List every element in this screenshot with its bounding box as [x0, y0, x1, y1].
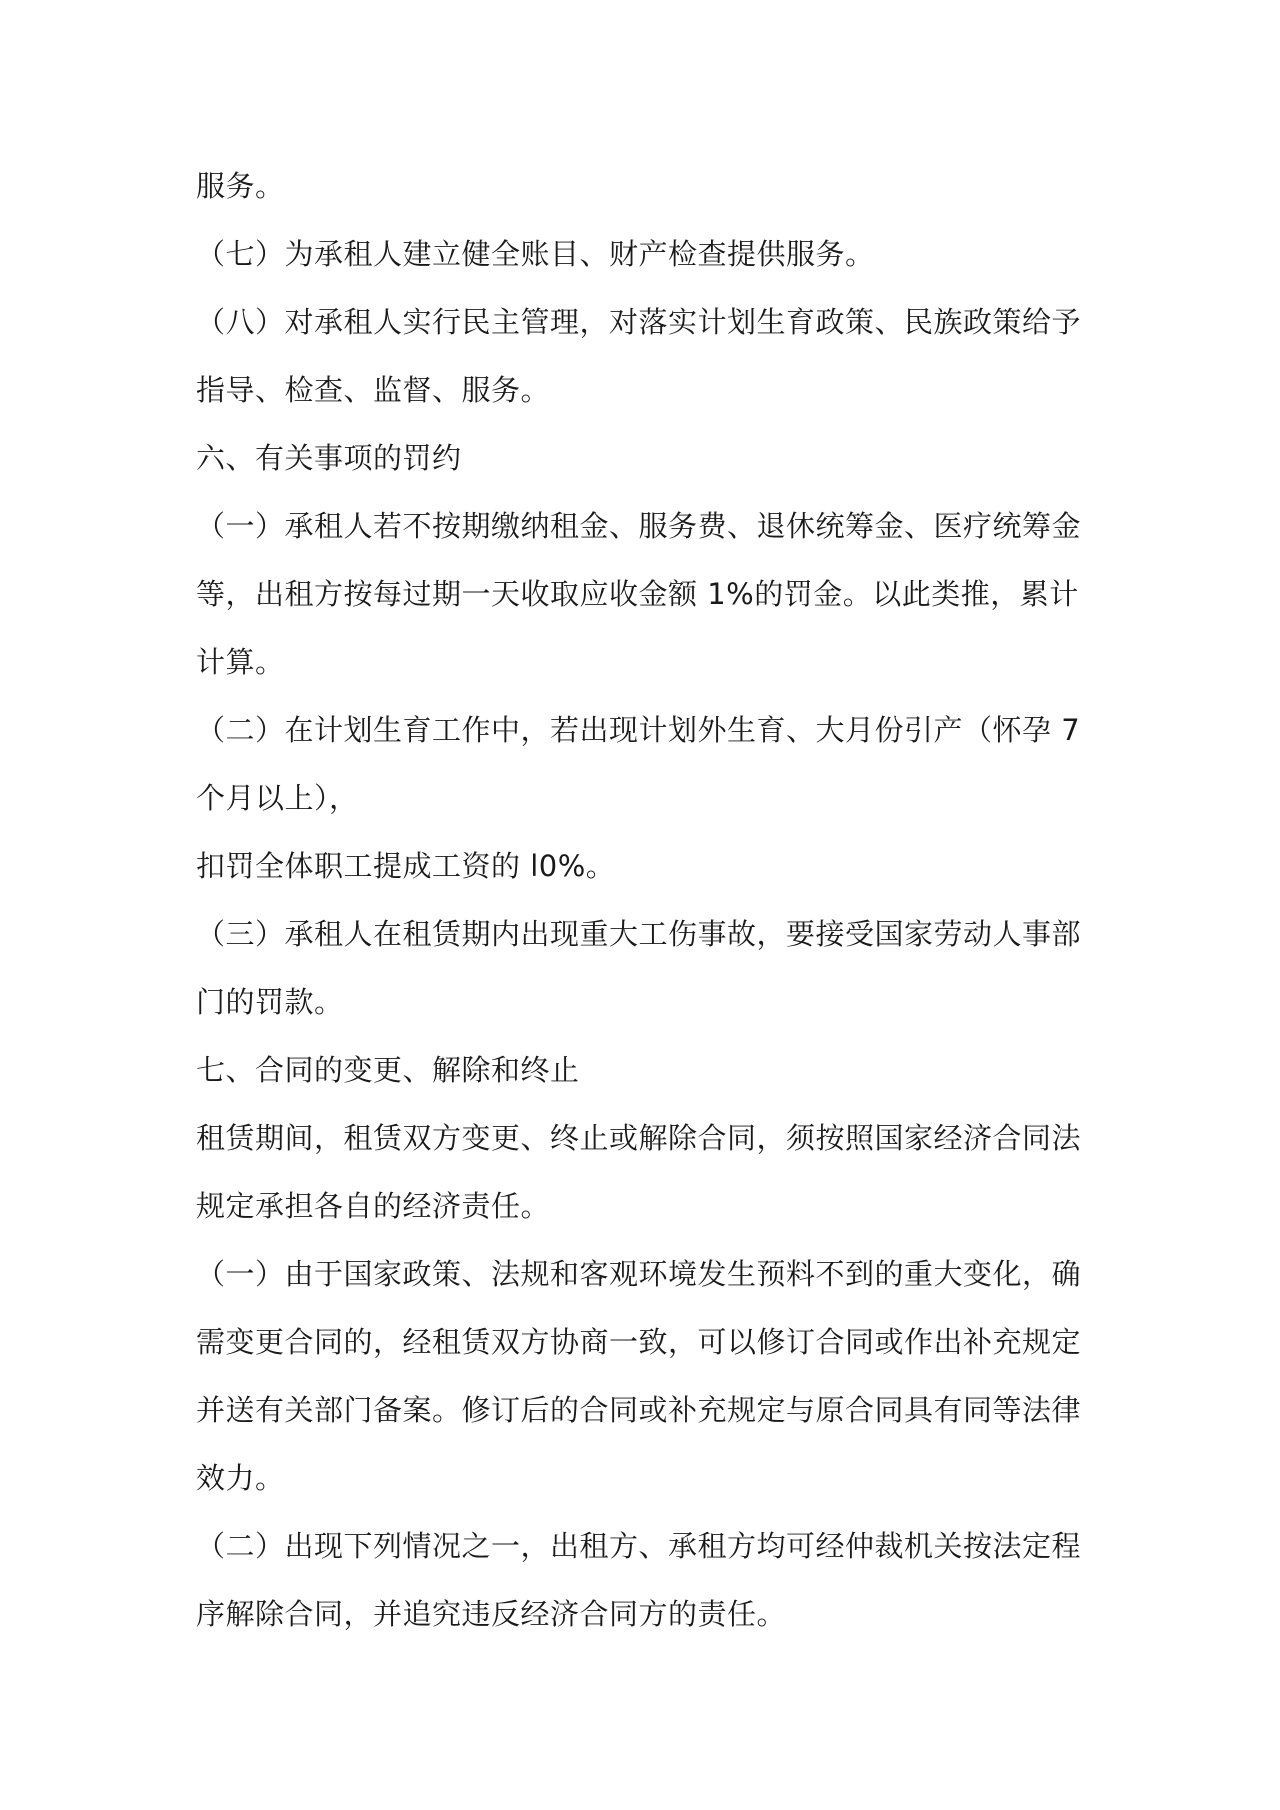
text-line-12: （三）承租人在租赁期内出现重大工伤事故，要接受国家劳动人事部	[196, 917, 1082, 951]
section-heading-contract-changes: 七、合同的变更、解除和终止	[196, 1053, 580, 1087]
text-line-3: （八）对承租人实行民主管理，对落实计划生育政策、民族政策给予	[196, 305, 1082, 339]
text-line-19: 并送有关部门备案。修订后的合同或补充规定与原合同具有同等法律	[196, 1393, 1082, 1427]
text-line-16: 规定承担各自的经济责任。	[196, 1189, 551, 1223]
text-line-21: （二）出现下列情况之一，出租方、承租方均可经仲裁机关按法定程	[196, 1529, 1082, 1563]
text-line-13: 门的罚款。	[196, 985, 344, 1019]
text-line-17: （一）由于国家政策、法规和客观环境发生预料不到的重大变化，确	[196, 1257, 1082, 1291]
text-line-1: 服务。	[196, 169, 285, 203]
text-line-15: 租赁期间，租赁双方变更、终止或解除合同，须按照国家经济合同法	[196, 1121, 1082, 1155]
text-line-4: 指导、检查、监督、服务。	[196, 373, 551, 407]
text-line-9: （二）在计划生育工作中，若出现计划外生育、大月份引产（怀孕 7	[196, 713, 1081, 747]
text-line-2: （七）为承租人建立健全账目、财产检查提供服务。	[196, 237, 875, 271]
section-heading-penalties: 六、有关事项的罚约	[196, 441, 462, 475]
text-line-22: 序解除合同，并追究违反经济合同方的责任。	[196, 1597, 787, 1631]
text-line-6: （一）承租人若不按期缴纳租金、服务费、退休统筹金、医疗统筹金	[196, 509, 1082, 543]
text-line-7: 等，出租方按每过期一天收取应收金额 1%的罚金。以此类推，累计	[196, 577, 1079, 611]
text-line-10: 个月以上），	[196, 781, 359, 815]
text-line-18: 需变更合同的，经租赁双方协商一致，可以修订合同或作出补充规定	[196, 1325, 1082, 1359]
text-line-11: 扣罚全体职工提成工资的 l0%。	[196, 849, 616, 883]
text-line-20: 效力。	[196, 1461, 285, 1495]
text-line-8: 计算。	[196, 645, 285, 679]
